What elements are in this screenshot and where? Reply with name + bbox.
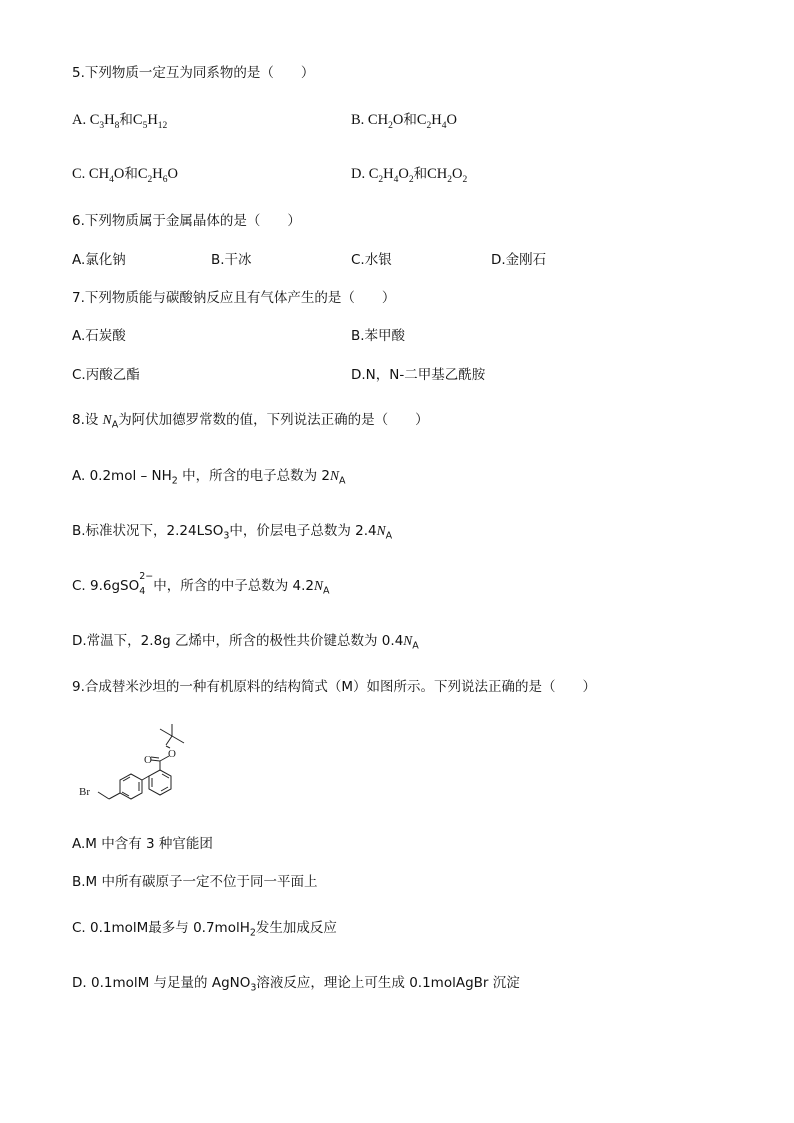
q5-option-c: C. $CH_4O$和$C_2H_6O$ — [72, 166, 178, 185]
question-9-stem: 9.合成替米沙坦的一种有机原料的结构简式（M）如图所示。下列说法正确的是（ ） — [72, 679, 597, 695]
q6-option-b: B.干冰 — [211, 252, 252, 268]
question-5-stem: 5.下列物质一定互为同系物的是（ ） — [72, 65, 315, 81]
question-7-stem: 7.下列物质能与碳酸钠反应且有气体产生的是（ ） — [72, 290, 396, 306]
q9-option-b: B.M 中所有碳原子一定不位于同一平面上 — [72, 874, 318, 890]
formula: $C_2H_4O$ — [416, 112, 457, 131]
option-label: A. — [72, 112, 87, 128]
q8-option-a: A. $0.2mol - NH_2$ 中，所含的电子总数为 $2N_A$ — [72, 468, 346, 487]
question-8-stem: 8.设 $N_A$为阿伏加德罗常数的值，下列说法正确的是（ ） — [72, 412, 429, 431]
q6-option-d: D.金刚石 — [491, 252, 547, 268]
formula: $C_2H_4O_2$ — [368, 166, 414, 185]
formula: $C_3H_8$ — [89, 112, 120, 131]
q9-option-c: C. 0.1molM最多与 0.7molH$_2$发生加成反应 — [72, 920, 337, 939]
q7-option-a: A.石炭酸 — [72, 328, 126, 344]
q5-option-b: B. $CH_2O$和$C_2H_4O$ — [351, 112, 457, 131]
q8-option-b: B.标准状况下，$2.24LSO_3$中，价层电子总数为 $2.4N_A$ — [72, 523, 393, 542]
formula: $CH_2O$ — [367, 112, 404, 131]
q6-option-a: A.氯化钠 — [72, 252, 126, 268]
q9-option-a: A.M 中含有 3 种官能团 — [72, 836, 213, 852]
q7-option-d: D.N，N-二甲基乙酰胺 — [351, 367, 486, 383]
q5-option-a: A. $C_3H_8$和$C_5H_{12}$ — [72, 112, 168, 131]
molecule-structure-diagram — [72, 722, 212, 814]
ester-oxygen-label: O — [168, 748, 176, 760]
option-label: D. — [351, 166, 366, 182]
q8-option-d: D.常温下，2.8g 乙烯中，所含的极性共价键总数为 $0.4N_A$ — [72, 633, 419, 652]
q9-option-d: D. 0.1molM 与足量的 AgNO$_3$溶液反应，理论上可生成 0.1molAgBr 沉淀 — [72, 975, 520, 994]
bromine-label: Br — [79, 786, 90, 798]
formula: $C_5H_{12}$ — [132, 112, 168, 131]
q5-option-d: D. $C_2H_4O_2$和$CH_2O_2$ — [351, 166, 468, 185]
formula: $CH_2O_2$ — [427, 166, 468, 185]
option-label: C. — [72, 166, 86, 182]
q7-option-b: B.苯甲酸 — [351, 328, 406, 344]
carbonyl-oxygen-label: O — [144, 754, 152, 766]
question-6-stem: 6.下列物质属于金属晶体的是（ ） — [72, 213, 301, 229]
avogadro-symbol: N — [102, 412, 112, 427]
formula: $C_2H_6O$ — [137, 166, 178, 185]
q7-option-c: C.丙酸乙酯 — [72, 367, 140, 383]
q8-option-c: C. 9.6gSO 2− 4 中，所含的中子总数为 $4.2N_A$ — [72, 571, 330, 597]
option-label: B. — [351, 112, 365, 128]
formula: $CH_4O$ — [88, 166, 125, 185]
q6-option-c: C.水银 — [351, 252, 392, 268]
